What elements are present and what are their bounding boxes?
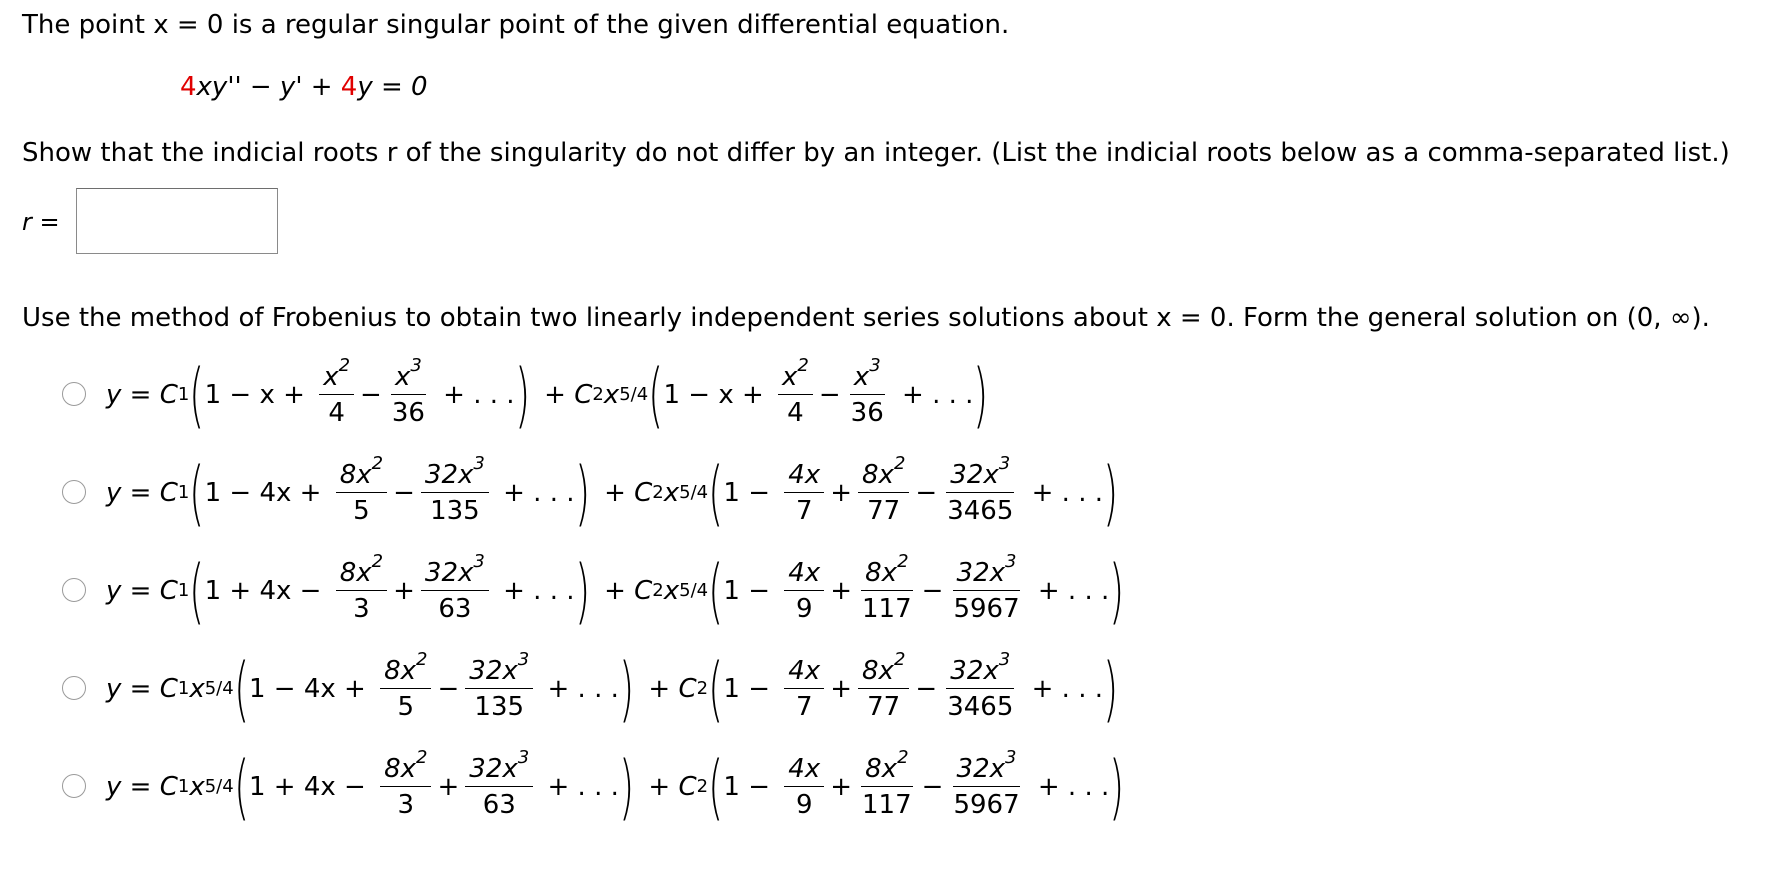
choice-radio-2[interactable] bbox=[62, 480, 86, 504]
choice-5-series-b-fraction-2-denominator: 117 bbox=[862, 790, 912, 820]
choice-5-series-b-fraction-3-exponent: 3 bbox=[1005, 747, 1017, 768]
choice-5-series-b-fraction-2-numerator: $8x^2$ bbox=[861, 753, 912, 787]
choice-1-series-b-operator-1: − bbox=[818, 380, 841, 410]
choice-1-series-a-fraction-2-numerator: $x^3$ bbox=[391, 361, 426, 395]
choice-1-series-a-fraction-1 bbox=[319, 355, 354, 429]
answer-label: r = bbox=[22, 208, 60, 236]
equation-coefficient-1: 4 bbox=[180, 72, 197, 102]
choice-2-series-a-ellipsis: + . . . bbox=[494, 478, 575, 508]
equation-part-1: xy'' − y' + bbox=[196, 72, 341, 102]
choice-4-series-a-fraction-1-denominator: 5 bbox=[397, 692, 415, 722]
choice-3-series-b-fraction-1 bbox=[784, 557, 824, 625]
choice-1-series-a-fraction-1-numerator: $x^2$ bbox=[319, 361, 354, 395]
choice-4-series-a-close-paren: ) bbox=[619, 648, 635, 730]
choice-5-series-a-fraction-2-exponent: 3 bbox=[517, 747, 530, 768]
choice-5-series-b-operator-2: − bbox=[921, 772, 944, 802]
choice-2-series-b-fraction-2-exponent: 2 bbox=[893, 453, 906, 474]
question-frobenius: Use the method of Frobenius to obtain two linearly independent series solutions about x = 0. Form the general solution on (0, ∞). bbox=[22, 303, 1710, 333]
choice-2-series-b-fraction-2 bbox=[858, 453, 909, 527]
choice-3-series-a-fraction-1 bbox=[336, 551, 387, 625]
choice-radio-5[interactable] bbox=[62, 774, 86, 798]
choice-3-series-a-fraction-1-exponent: 2 bbox=[371, 551, 384, 572]
choice-3-series-b-fraction-2-exponent: 2 bbox=[897, 551, 909, 572]
differential-equation bbox=[180, 72, 428, 102]
choice-5-series-b-open-paren: ( bbox=[708, 746, 724, 828]
choice-5-series-a-open-paren: ( bbox=[233, 746, 249, 828]
choice-4-series-b-ellipsis: + . . . bbox=[1023, 674, 1103, 704]
choice-3-series-b-fraction-2-denominator: 117 bbox=[862, 594, 912, 624]
choice-4-series-b-fraction-1 bbox=[784, 655, 824, 723]
choice-1-series-a-ellipsis: + . . . bbox=[434, 380, 515, 410]
choice-4-series-a-operator-1: − bbox=[437, 674, 460, 704]
choice-4-series-b-fraction-2 bbox=[858, 649, 909, 723]
choice-4-series-a-open-paren: ( bbox=[233, 648, 249, 730]
choice-5-series-a-operator-1: + bbox=[437, 772, 460, 802]
choice-5-series-b-term-1: 1 − bbox=[723, 772, 779, 802]
choice-3-series-b-term-1: 1 − bbox=[723, 576, 779, 606]
choice-3-lead: y = C bbox=[106, 576, 178, 606]
choice-3-series-a-fraction-2-denominator: 63 bbox=[438, 594, 472, 624]
choice-3-series-a-fraction-1-denominator: 3 bbox=[353, 594, 370, 624]
choice-1-series-b-ellipsis: + . . . bbox=[893, 380, 974, 410]
choice-2-mid-x: x bbox=[663, 478, 680, 508]
choice-2-series-b-fraction-1-denominator: 7 bbox=[795, 496, 813, 526]
choice-3-series-b-open-paren: ( bbox=[708, 550, 724, 632]
choice-2-series-a-fraction-2-exponent: 3 bbox=[473, 453, 485, 474]
choice-2-series-a-fraction-2-numerator: $32x^3$ bbox=[421, 459, 489, 493]
choice-4-series-a-fraction-1-numerator: $8x^2$ bbox=[380, 655, 431, 689]
choice-4-series-b-fraction-2-numerator: $8x^2$ bbox=[858, 655, 909, 689]
choice-4-series-b-fraction-3-denominator: 3465 bbox=[947, 692, 1014, 722]
choice-2-series-b-close-paren: ) bbox=[1103, 452, 1119, 534]
choice-3-series-a-fraction-2 bbox=[421, 551, 489, 625]
choice-2-series-a-fraction-1 bbox=[336, 453, 387, 527]
choice-2-series-b-fraction-2-numerator: $8x^2$ bbox=[858, 459, 909, 493]
choice-2-series-a-open-paren: ( bbox=[189, 452, 205, 534]
choice-option-4[interactable] bbox=[62, 649, 1762, 729]
choice-5-series-b-ellipsis: + . . . bbox=[1029, 772, 1110, 802]
choice-5-series-a-close-paren: ) bbox=[619, 746, 635, 828]
choice-2-series-b-ellipsis: + . . . bbox=[1023, 478, 1103, 508]
choice-2-mid: + C bbox=[595, 478, 653, 508]
choice-1-series-b-fraction-2-exponent: 3 bbox=[869, 355, 881, 376]
choice-1-mid-x: x bbox=[603, 380, 620, 410]
choice-option-3[interactable] bbox=[62, 551, 1762, 631]
choice-5-series-b-fraction-3-denominator: 5967 bbox=[953, 790, 1020, 820]
choice-2-series-b-fraction-3-numerator: $32x^3$ bbox=[946, 459, 1014, 493]
choice-5-series-b-close-paren: ) bbox=[1109, 746, 1125, 828]
choice-1-series-a-fraction-2-exponent: 3 bbox=[410, 355, 422, 376]
choice-3-series-b-operator-2: − bbox=[921, 576, 944, 606]
choice-option-1[interactable] bbox=[62, 355, 1762, 435]
choice-2-series-b-operator-2: − bbox=[915, 478, 938, 508]
choice-2-series-b-fraction-1-numerator: 4x bbox=[784, 459, 824, 493]
choice-3-series-b-close-paren: ) bbox=[1109, 550, 1125, 632]
choice-1-series-b-fraction-1-denominator: 4 bbox=[787, 398, 804, 428]
choice-3-series-a-operator-1: + bbox=[393, 576, 415, 606]
choice-4-series-a-fraction-2 bbox=[465, 649, 533, 723]
choice-2-series-b-fraction-3-denominator: 3465 bbox=[947, 496, 1014, 526]
choice-3-series-a-fraction-1-numerator: $8x^2$ bbox=[336, 557, 387, 591]
choice-5-lead-x: x bbox=[189, 772, 205, 802]
choice-5-series-a-fraction-2-denominator: 63 bbox=[482, 790, 516, 820]
choice-2-series-b-fraction-3 bbox=[943, 453, 1017, 527]
choice-formula-3: y = C 1 ( 1 + 4x − $\frac{8x^2}{3}$ + $\frac{32x^3}{63}$ + . . . ) + C 2 x 5/4 ( 1 − $\frac{4x}{9}$ + $\frac{8x^2}{117}$ − $\frac{32x^3}{5967}$ + . . . ) bbox=[106, 550, 1125, 632]
choice-4-series-b-open-paren: ( bbox=[708, 648, 724, 730]
choice-5-series-b-fraction-3 bbox=[949, 747, 1023, 821]
choice-1-series-b-open-paren: ( bbox=[648, 354, 664, 436]
choice-5-series-a-fraction-1-numerator: $8x^2$ bbox=[380, 753, 431, 787]
choice-1-series-b-fraction-2 bbox=[847, 355, 888, 429]
choice-3-series-b-fraction-1-numerator: 4x bbox=[784, 557, 824, 591]
choice-option-2[interactable] bbox=[62, 453, 1762, 533]
choice-4-lead-x: x bbox=[189, 674, 205, 704]
choice-2-series-b-open-paren: ( bbox=[708, 452, 724, 534]
choice-4-series-b-operator-1: + bbox=[830, 674, 852, 704]
choice-formula-1: y = C 1 ( 1 − x + $\frac{x^2}{4}$ − $\frac{x^3}{36}$ + . . . ) + C 2 x 5/4 ( 1 − x + $\frac{x^2}{4}$ − $\frac{x^3}{36}$ + . . . ) bbox=[106, 354, 989, 436]
choice-1-series-a-fraction-2-denominator: 36 bbox=[391, 398, 425, 428]
choice-5-series-b-operator-1: + bbox=[830, 772, 852, 802]
choice-formula-4: y = C 1 x 5/4 ( 1 − 4x + $\frac{8x^2}{5}$ − $\frac{32x^3}{135}$ + . . . ) + C 2 ( 1 − $\frac{4x}{7}$ + $\frac{8x^2}{77}$ − $\frac{32x^3}{3465}$ + . . . ) bbox=[106, 648, 1119, 730]
choice-4-series-b-fraction-3-numerator: $32x^3$ bbox=[946, 655, 1014, 689]
choice-2-series-a-fraction-2 bbox=[421, 453, 489, 527]
choice-3-series-a-open-paren: ( bbox=[189, 550, 205, 632]
choice-5-series-b-fraction-1-numerator: 4x bbox=[784, 753, 824, 787]
choice-3-series-b-fraction-3-exponent: 3 bbox=[1005, 551, 1017, 572]
choice-1-series-a-fraction-1-exponent: 2 bbox=[338, 355, 351, 376]
choice-radio-1[interactable] bbox=[62, 382, 86, 406]
choice-2-series-a-fraction-1-denominator: 5 bbox=[353, 496, 370, 526]
choice-3-series-b-fraction-2 bbox=[858, 551, 916, 625]
choice-5-series-a-fraction-1-denominator: 3 bbox=[397, 790, 415, 820]
choice-2-series-b-term-1: 1 − bbox=[723, 478, 779, 508]
choice-2-series-b-fraction-1 bbox=[784, 459, 824, 527]
choice-3-series-b-ellipsis: + . . . bbox=[1029, 576, 1110, 606]
choice-5-series-a-term-1: 1 + 4x − bbox=[248, 772, 375, 802]
choice-3-mid-x: x bbox=[663, 576, 680, 606]
choice-4-series-b-fraction-1-denominator: 7 bbox=[795, 692, 813, 722]
choice-4-series-a-ellipsis: + . . . bbox=[539, 674, 619, 704]
choice-2-series-b-fraction-2-denominator: 77 bbox=[867, 496, 901, 526]
choice-5-series-a-ellipsis: + . . . bbox=[539, 772, 619, 802]
equation-coefficient-2: 4 bbox=[340, 72, 358, 102]
choice-1-series-b-term-1: 1 − x + bbox=[663, 380, 773, 410]
choice-5-series-a-fraction-2 bbox=[465, 747, 533, 821]
choice-4-series-a-fraction-2-exponent: 3 bbox=[517, 649, 530, 670]
choice-4-lead: y = C bbox=[106, 674, 178, 704]
choice-1-series-a-term-1: 1 − x + bbox=[204, 380, 314, 410]
choice-1-series-b-fraction-1-numerator: $x^2$ bbox=[778, 361, 813, 395]
choice-4-series-b-term-1: 1 − bbox=[723, 674, 779, 704]
choice-3-series-a-term-1: 1 + 4x − bbox=[204, 576, 330, 606]
choice-5-series-a-fraction-1-exponent: 2 bbox=[416, 747, 428, 768]
choice-3-series-b-fraction-2-numerator: $8x^2$ bbox=[861, 557, 912, 591]
choice-2-series-a-fraction-2-denominator: 135 bbox=[430, 496, 480, 526]
choice-4-series-b-fraction-2-exponent: 2 bbox=[893, 649, 906, 670]
choice-1-series-a-open-paren: ( bbox=[189, 354, 205, 436]
choice-4-series-b-close-paren: ) bbox=[1103, 648, 1119, 730]
choice-1-series-a-fraction-2 bbox=[388, 355, 429, 429]
choice-3-series-b-fraction-3 bbox=[949, 551, 1023, 625]
choice-3-series-b-fraction-3-numerator: $32x^3$ bbox=[953, 557, 1021, 591]
choice-2-series-a-operator-1: − bbox=[393, 478, 415, 508]
choice-1-series-a-operator-1: − bbox=[360, 380, 382, 410]
choice-4-series-b-operator-2: − bbox=[915, 674, 938, 704]
choice-2-series-a-term-1: 1 − 4x + bbox=[204, 478, 330, 508]
choice-2-series-b-operator-1: + bbox=[830, 478, 852, 508]
choice-radio-3[interactable] bbox=[62, 578, 86, 602]
choice-2-lead: y = C bbox=[106, 478, 178, 508]
choice-1-series-b-fraction-1 bbox=[778, 355, 813, 429]
choice-4-series-b-fraction-2-denominator: 77 bbox=[867, 692, 901, 722]
choice-3-series-a-fraction-2-exponent: 3 bbox=[473, 551, 485, 572]
choice-4-series-a-fraction-2-denominator: 135 bbox=[474, 692, 525, 722]
choice-4-series-a-fraction-2-numerator: $32x^3$ bbox=[465, 655, 533, 689]
choice-option-5[interactable] bbox=[62, 747, 1762, 827]
choice-2-series-a-close-paren: ) bbox=[574, 452, 590, 534]
choice-5-series-b-fraction-1-denominator: 9 bbox=[795, 790, 813, 820]
choice-3-series-b-fraction-1-denominator: 9 bbox=[795, 594, 813, 624]
indicial-roots-input[interactable] bbox=[76, 188, 278, 254]
choice-1-series-b-fraction-1-exponent: 2 bbox=[797, 355, 809, 376]
choice-1-series-b-close-paren: ) bbox=[973, 354, 989, 436]
equation-part-2: y = 0 bbox=[357, 72, 428, 102]
choice-5-series-b-fraction-3-numerator: $32x^3$ bbox=[953, 753, 1021, 787]
choice-5-series-b-fraction-2-exponent: 2 bbox=[897, 747, 909, 768]
choice-4-series-b-fraction-3 bbox=[943, 649, 1017, 723]
choice-4-series-b-fraction-3-exponent: 3 bbox=[998, 649, 1011, 670]
choice-1-series-a-close-paren: ) bbox=[514, 354, 530, 436]
choice-1-series-b-fraction-2-numerator: $x^3$ bbox=[850, 361, 885, 395]
choice-4-series-a-fraction-1 bbox=[380, 649, 431, 723]
choice-4-series-a-term-1: 1 − 4x + bbox=[248, 674, 375, 704]
choice-1-lead: y = C bbox=[106, 380, 178, 410]
choice-1-mid: + C bbox=[535, 380, 593, 410]
choice-formula-5: y = C 1 x 5/4 ( 1 + 4x − $\frac{8x^2}{3}$ + $\frac{32x^3}{63}$ + . . . ) + C 2 ( 1 − $\frac{4x}{9}$ + $\frac{8x^2}{117}$ − $\frac{32x^3}{5967}$ + . . . ) bbox=[106, 746, 1125, 828]
choice-5-series-a-fraction-1 bbox=[380, 747, 431, 821]
choice-3-series-a-ellipsis: + . . . bbox=[494, 576, 575, 606]
choice-3-series-a-close-paren: ) bbox=[574, 550, 590, 632]
choice-2-series-a-fraction-1-numerator: $8x^2$ bbox=[336, 459, 387, 493]
choice-1-series-a-fraction-1-denominator: 4 bbox=[328, 398, 345, 428]
choice-5-mid: + C bbox=[640, 772, 697, 802]
choice-5-series-b-fraction-1 bbox=[784, 753, 824, 821]
choice-4-series-a-fraction-1-exponent: 2 bbox=[416, 649, 428, 670]
question-indicial-roots: Show that the indicial roots r of the singularity do not differ by an integer. (List the indicial roots below as a comma-separated list.) bbox=[22, 138, 1730, 168]
choice-radio-4[interactable] bbox=[62, 676, 86, 700]
choice-3-series-b-fraction-3-denominator: 5967 bbox=[953, 594, 1020, 624]
choice-3-series-b-operator-1: + bbox=[830, 576, 852, 606]
choice-3-series-a-fraction-2-numerator: $32x^3$ bbox=[421, 557, 489, 591]
choice-5-series-b-fraction-2 bbox=[858, 747, 916, 821]
choice-5-series-a-fraction-2-numerator: $32x^3$ bbox=[465, 753, 533, 787]
choice-5-lead: y = C bbox=[106, 772, 178, 802]
choice-3-mid: + C bbox=[595, 576, 653, 606]
choice-4-series-b-fraction-1-numerator: 4x bbox=[784, 655, 824, 689]
choice-4-mid: + C bbox=[640, 674, 697, 704]
choice-formula-2: y = C 1 ( 1 − 4x + $\frac{8x^2}{5}$ − $\frac{32x^3}{135}$ + . . . ) + C 2 x 5/4 ( 1 − $\frac{4x}{7}$ + $\frac{8x^2}{77}$ − $\frac{32x^3}{3465}$ + . . . ) bbox=[106, 452, 1119, 534]
intro-text: The point x = 0 is a regular singular point of the given differential equation. bbox=[22, 10, 1010, 40]
choice-1-series-b-fraction-2-denominator: 36 bbox=[850, 398, 884, 428]
choice-2-series-a-fraction-1-exponent: 2 bbox=[371, 453, 384, 474]
choice-2-series-b-fraction-3-exponent: 3 bbox=[998, 453, 1011, 474]
